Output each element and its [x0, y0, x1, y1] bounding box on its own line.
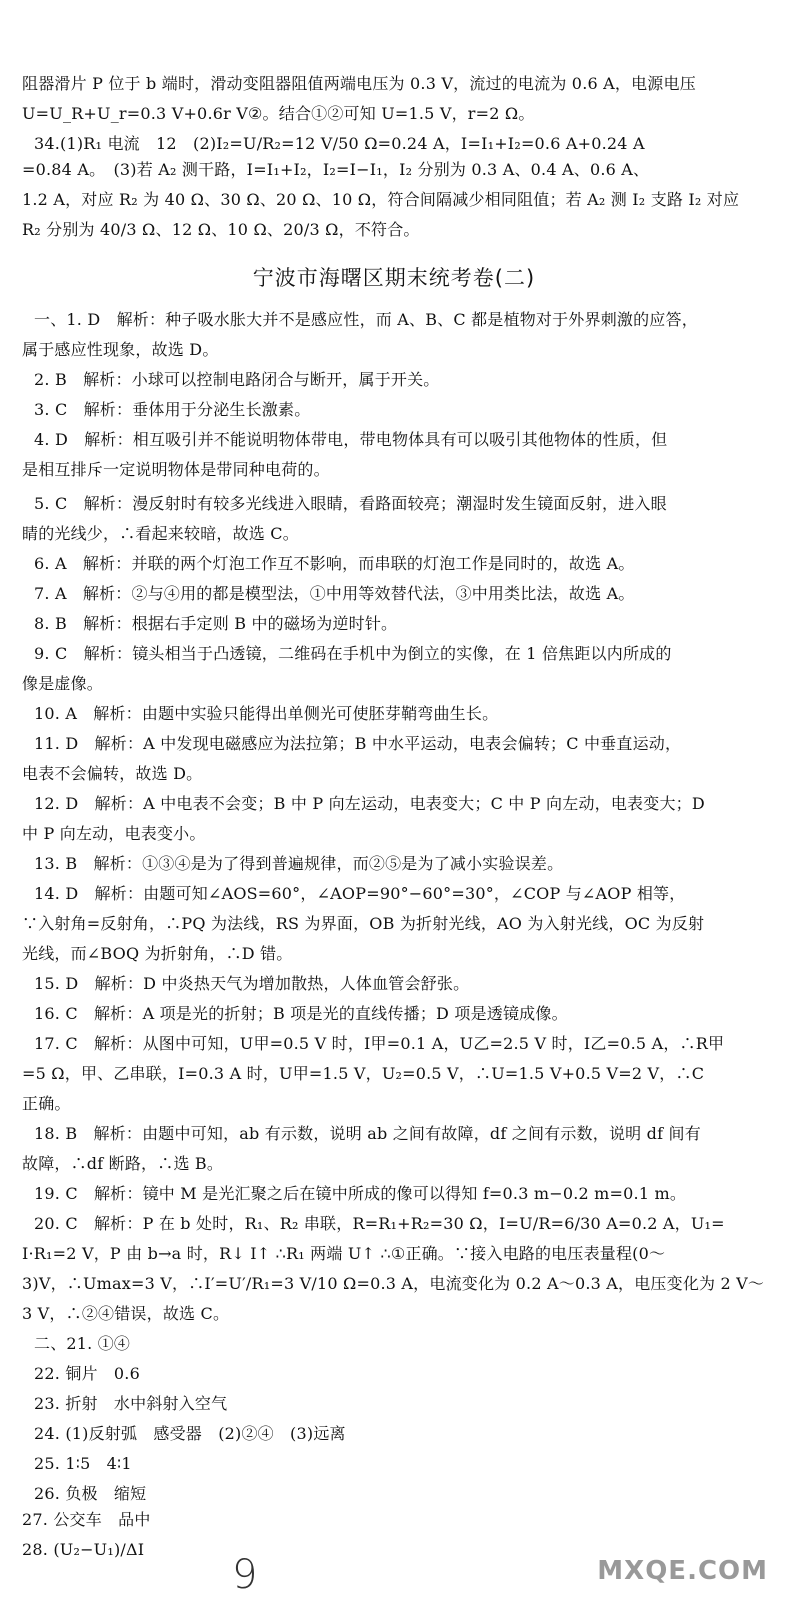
- answer-line: 22. 铜片 0.6: [34, 1364, 140, 1383]
- answer-line: 睛的光线少，∴看起来较暗，故选 C。: [22, 524, 299, 543]
- answer-line: ∵入射角=反射角，∴PQ 为法线，RS 为界面，OB 为折射光线，AO 为入射光线，OC 为反射: [22, 914, 705, 933]
- answer-line: 5. C 解析：漫反射时有较多光线进入眼睛，看路面较亮；潮湿时发生镜面反射，进入眼: [34, 494, 667, 513]
- answer-line: 27. 公交车 品中: [22, 1510, 151, 1529]
- text-line: 1.2 A，对应 R₂ 为 40 Ω、30 Ω、20 Ω、10 Ω，符合间隔减少相同阻值；若 A₂ 测 I₂ 支路 I₂ 对应: [22, 190, 740, 209]
- section-title: 宁波市海曙区期末统考卷(二): [252, 266, 536, 290]
- answer-line: 11. D 解析：A 中发现电磁感应为法拉第；B 中水平运动，电表会偏转；C 中垂直运动，: [34, 734, 682, 753]
- answer-line: 像是虚像。: [22, 674, 104, 693]
- answer-line: 故障，∴df 断路，∴选 B。: [22, 1154, 224, 1173]
- answer-line: 20. C 解析：P 在 b 处时，R₁、R₂ 串联，R=R₁+R₂=30 Ω，I=U/R=6/30 A=0.2 A，U₁=: [34, 1214, 725, 1233]
- answer-line: 3. C 解析：垂体用于分泌生长激素。: [34, 400, 311, 419]
- text-line: =0.84 A。 (3)若 A₂ 测干路，I=I₁+I₂，I₂=I−I₁，I₂ 分别为 0.3 A、0.4 A、0.6 A、: [22, 160, 650, 179]
- answer-line: 25. 1∶5 4∶1: [34, 1454, 132, 1473]
- answer-line: 电表不会偏转，故选 D。: [22, 764, 203, 783]
- answer-line: 26. 负极 缩短: [34, 1484, 147, 1503]
- answer-line: 3)V，∴Umax=3 V，∴I′=U′/R₁=3 V/10 Ω=0.3 A，电流变化为 0.2 A～0.3 A，电压变化为 2 V～: [22, 1274, 765, 1293]
- answer-line: 光线，而∠BOQ 为折射角，∴D 错。: [22, 944, 293, 963]
- page-number: 9: [232, 1552, 258, 1598]
- answer-line: 10. A 解析：由题中实验只能得出单侧光可使胚芽鞘弯曲生长。: [34, 704, 499, 723]
- answer-line: 23. 折射 水中斜射入空气: [34, 1394, 228, 1413]
- text-line: 阻器滑片 P 位于 b 端时，滑动变阻器阻值两端电压为 0.3 V，流过的电流为 0.6 A，电源电压: [22, 74, 696, 93]
- answer-line: 9. C 解析：镜头相当于凸透镜，二维码在手机中为倒立的实像，在 1 倍焦距以内所成的: [34, 644, 672, 663]
- answer-line: 属于感应性现象，故选 D。: [22, 340, 219, 359]
- answer-line: 15. D 解析：D 中炎热天气为增加散热，人体血管会舒张。: [34, 974, 470, 993]
- answer-line: 7. A 解析：②与④用的都是模型法，①中用等效替代法，③中用类比法，故选 A。: [34, 584, 635, 603]
- answer-line: 12. D 解析：A 中电表不会变；B 中 P 向左运动，电表变大；C 中 P 向左动，电表变大；D: [34, 794, 705, 813]
- answer-line: 14. D 解析：由题可知∠AOS=60°，∠AOP=90°−60°=30°，∠COP 与∠AOP 相等，: [34, 884, 686, 903]
- answer-line: 2. B 解析：小球可以控制电路闭合与断开，属于开关。: [34, 370, 440, 389]
- answer-line: 一、1. D 解析：种子吸水胀大并不是感应性，而 A、B、C 都是植物对于外界刺激的应答，: [34, 310, 698, 329]
- answer-line: 17. C 解析：从图中可知，U甲=0.5 V 时，I甲=0.1 A，U乙=2.5 V 时，I乙=0.5 A，∴R甲: [34, 1034, 725, 1053]
- answer-line: 中 P 向左动，电表变小。: [22, 824, 206, 843]
- answer-line: 是相互排斥一定说明物体是带同种电荷的。: [22, 460, 330, 479]
- answer-line: 16. C 解析：A 项是光的折射；B 项是光的直线传播；D 项是透镜成像。: [34, 1004, 568, 1023]
- answer-line: =5 Ω，甲、乙串联，I=0.3 A 时，U甲=1.5 V，U₂=0.5 V，∴U=1.5 V+0.5 V=2 V，∴C: [22, 1064, 705, 1083]
- answer-line: 3 V，∴②④错误，故选 C。: [22, 1304, 230, 1323]
- answer-line: 28. (U₂−U₁)/ΔI: [22, 1540, 145, 1559]
- answer-line: 18. B 解析：由题中可知，ab 有示数，说明 ab 之间有故障，df 之间有示数，说明 df 间有: [34, 1124, 701, 1143]
- answer-line: 二、21. ①④: [34, 1334, 131, 1353]
- answer-line: 6. A 解析：并联的两个灯泡工作互不影响，而串联的灯泡工作是同时的，故选 A。: [34, 554, 635, 573]
- answer-line: 19. C 解析：镜中 M 是光汇聚之后在镜中所成的像可以得知 f=0.3 m−0.2 m=0.1 m。: [34, 1184, 687, 1203]
- answer-line: 正确。: [22, 1094, 71, 1113]
- text-line: R₂ 分别为 40/3 Ω、12 Ω、10 Ω、20/3 Ω，不符合。: [22, 220, 420, 239]
- text-line: U=U_R+U_r=0.3 V+0.6r V②。结合①②可知 U=1.5 V，r=2 Ω。: [22, 104, 535, 123]
- watermark-logo: MXQE.COM: [597, 1556, 768, 1586]
- text-line: 34.(1)R₁ 电流 12 (2)I₂=U/R₂=12 V/50 Ω=0.24 A，I=I₁+I₂=0.6 A+0.24 A: [34, 134, 645, 153]
- answer-line: 4. D 解析：相互吸引并不能说明物体带电，带电物体具有可以吸引其他物体的性质，但: [34, 430, 668, 449]
- answer-line: 24. (1)反射弧 感受器 (2)②④ (3)远离: [34, 1424, 346, 1443]
- answer-line: 8. B 解析：根据右手定则 B 中的磁场为逆时针。: [34, 614, 398, 633]
- answer-line: 13. B 解析：①③④是为了得到普遍规律，而②⑤是为了减小实验误差。: [34, 854, 564, 873]
- answer-line: I·R₁=2 V，P 由 b→a 时，R↓ I↑ ∴R₁ 两端 U↑ ∴①正确。∵接入电路的电压表量程(0～: [22, 1244, 666, 1263]
